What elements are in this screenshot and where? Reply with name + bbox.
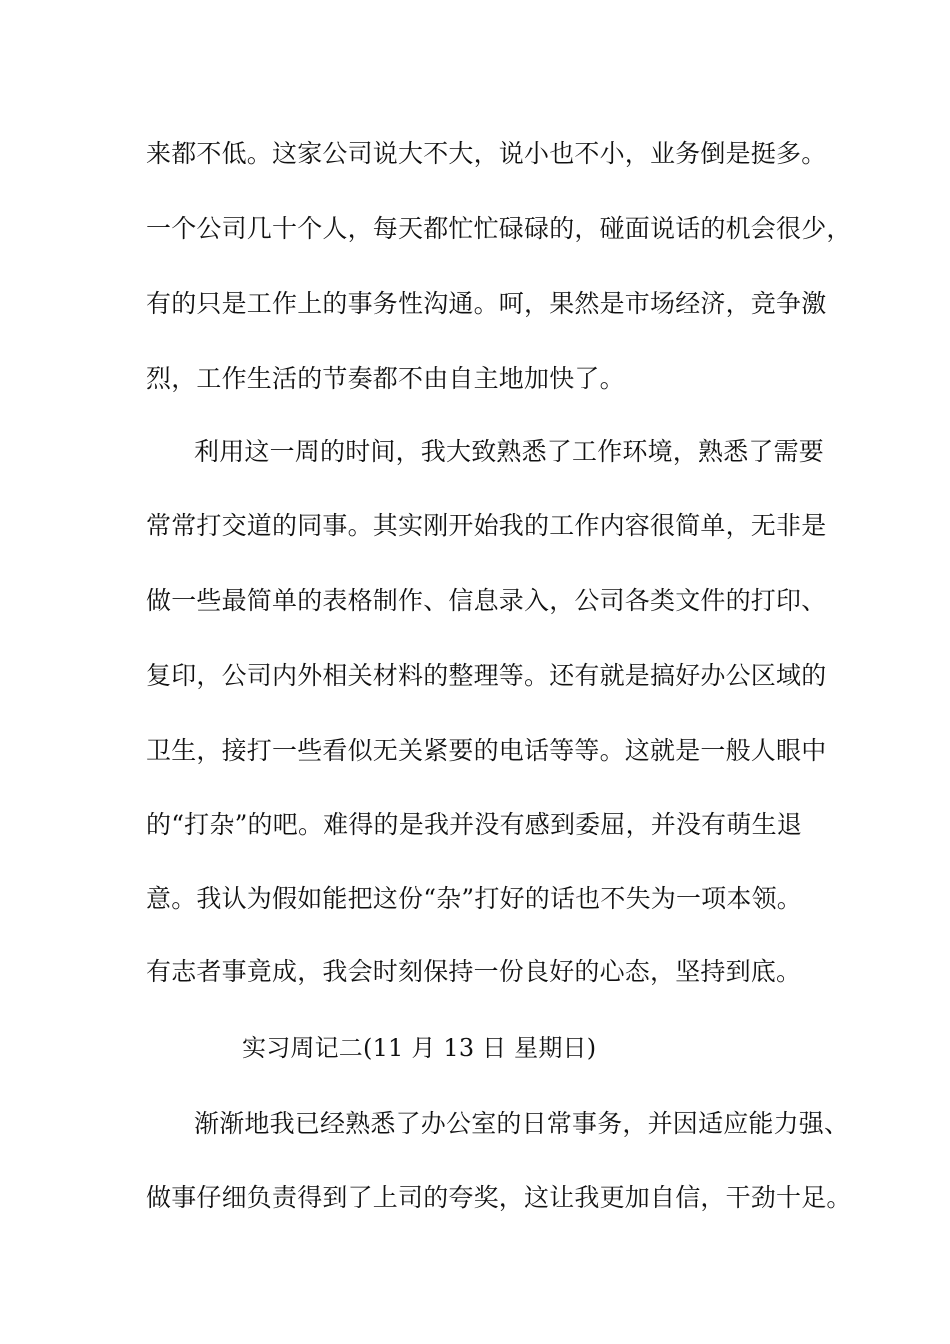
text-line: 意。我认为假如能把这份“杂”打好的话也不失为一项本领。 [146,884,802,913]
text-line: 常常打交道的同事。其实刚开始我的工作内容很简单，无非是 [146,511,827,540]
text-line: 有的只是工作上的事务性沟通。呵，果然是市场经济，竞争激 [146,289,827,318]
section-heading: 实习周记二(11 月 13 日 星期日) [242,1034,597,1062]
text-line: 做一些最简单的表格制作、信息录入，公司各类文件的打印、 [146,586,827,615]
text-line: 烈，工作生活的节奏都不由自主地加快了。 [146,364,625,393]
text-line: 卫生，接打一些看似无关紧要的电话等等。这就是一般人眼中 [146,736,827,765]
text-line: 的“打杂”的吧。难得的是我并没有感到委屈，并没有萌生退 [146,810,802,839]
paragraph-first-line: 渐渐地我已经熟悉了办公室的日常事务，并因适应能力强、 [194,1109,850,1138]
text-line: 复印，公司内外相关材料的整理等。还有就是搞好办公区域的 [146,661,827,690]
text-line: 有志者事竟成，我会时刻保持一份良好的心态，坚持到底。 [146,957,802,986]
text-line: 一个公司几十个人，每天都忙忙碌碌的，碰面说话的机会很少， [146,214,852,243]
paragraph-first-line: 利用这一周的时间，我大致熟悉了工作环境，熟悉了需要 [194,437,825,466]
text-line: 做事仔细负责得到了上司的夸奖，这让我更加自信，干劲十足。 [146,1183,852,1212]
text-line: 来都不低。这家公司说大不大，说小也不小，业务倒是挺多。 [146,139,827,168]
